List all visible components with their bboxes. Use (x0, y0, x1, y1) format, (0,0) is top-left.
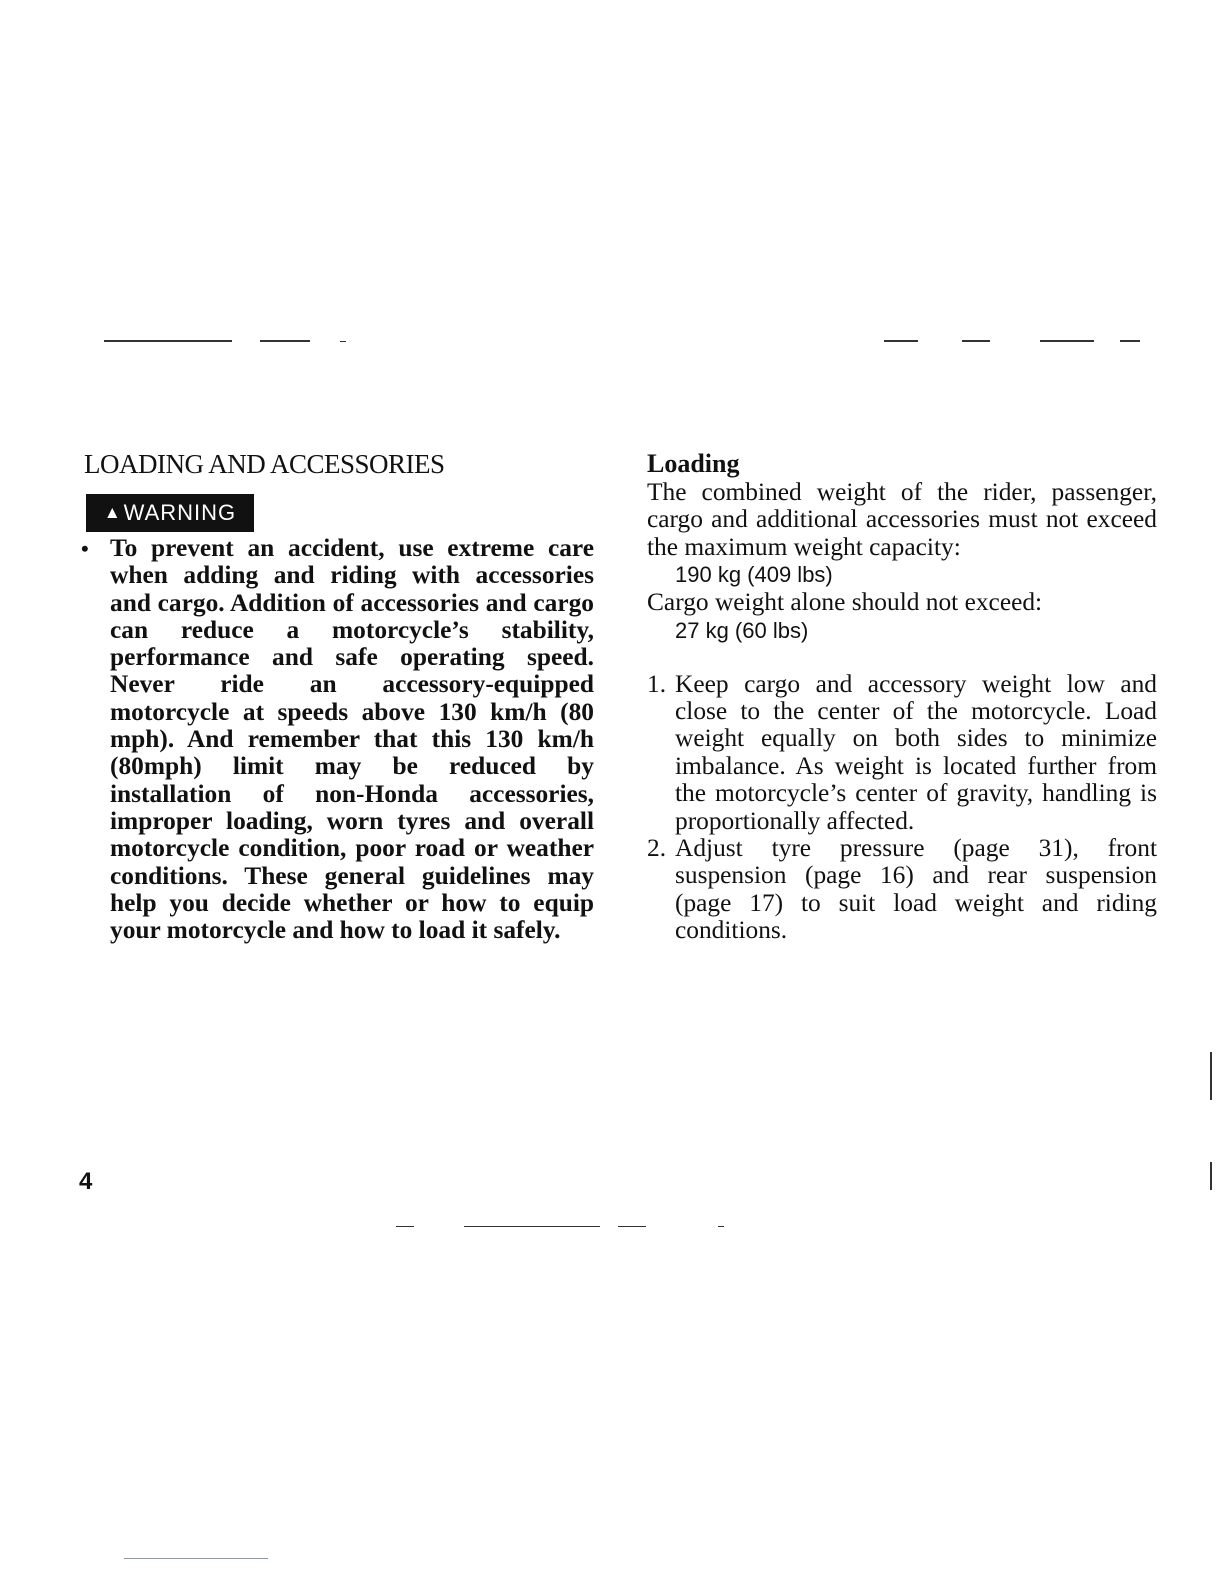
section-title: LOADING AND ACCESSORIES (84, 449, 445, 479)
list-item (647, 671, 1157, 835)
bullet-icon: • (81, 536, 89, 561)
top-rule-right-3 (1040, 340, 1094, 342)
warning-text-block (80, 535, 594, 944)
cargo-limit-value: 27 kg (60 lbs) (675, 617, 809, 643)
top-rule-right-2 (962, 340, 990, 342)
bottom-rule-1 (396, 1226, 414, 1227)
top-rule-right-1 (884, 340, 918, 342)
list-item-text: Adjust tyre pressure (page 31), front suspension (page 16) and rear suspension (page 17) to suit load weight and riding conditions. (675, 834, 1157, 945)
list-item (647, 835, 1157, 945)
list-item-number: 2. (647, 834, 667, 863)
warning-triangle-icon: ▲ (103, 503, 122, 522)
bottom-rule-4 (718, 1226, 724, 1227)
top-rule-left-3 (340, 341, 346, 342)
warning-label: WARNING (123, 500, 237, 525)
warning-text: To prevent an accident, use extreme care when adding and riding with accessories and cargo. Addition of accessories and cargo can reduce a motorcycle’s stability, performance and safe operating speed. Never ride an accessory-equipped motorcycle at speeds above 130 km/h (80 mph). And remember that this 130 km/h (80mph) limit may be reduced by installation of non-Honda accessories, improper loading, worn tyres and overall motorcycle condition, poor road or weather conditions. These general guidelines may help you decide whether or how to equip your motorcycle and how to load it safely. (110, 534, 594, 945)
loading-guidelines-list (647, 671, 1157, 945)
margin-mark-1 (1210, 1052, 1212, 1100)
page-number: 4 (79, 1168, 93, 1195)
loading-intro: The combined weight of the rider, passenger, cargo and additional accessories must not exceed the maximum weight capacity: (647, 478, 1157, 561)
max-capacity-value: 190 kg (409 lbs) (675, 562, 833, 588)
margin-mark-2 (1210, 1162, 1212, 1190)
cargo-intro: Cargo weight alone should not exceed: (647, 588, 1043, 617)
top-rule-left-2 (260, 340, 310, 342)
top-rule-left-1 (104, 340, 232, 342)
bottom-rule-3 (618, 1226, 646, 1227)
list-item-number: 1. (647, 669, 667, 698)
list-item-text: Keep cargo and accessory weight low and close to the center of the motorcycle. Load weight equally on both sides to minimize imbalance. As weight is located further from the motorcycle’s center of gravity, handling is proportionally affected. (675, 669, 1157, 835)
bottom-rule-5 (124, 1558, 268, 1559)
bottom-rule-2 (464, 1226, 600, 1227)
loading-title: Loading (647, 449, 740, 478)
warning-badge (86, 494, 254, 532)
loading-column (647, 449, 1157, 945)
top-rule-right-4 (1120, 340, 1140, 342)
